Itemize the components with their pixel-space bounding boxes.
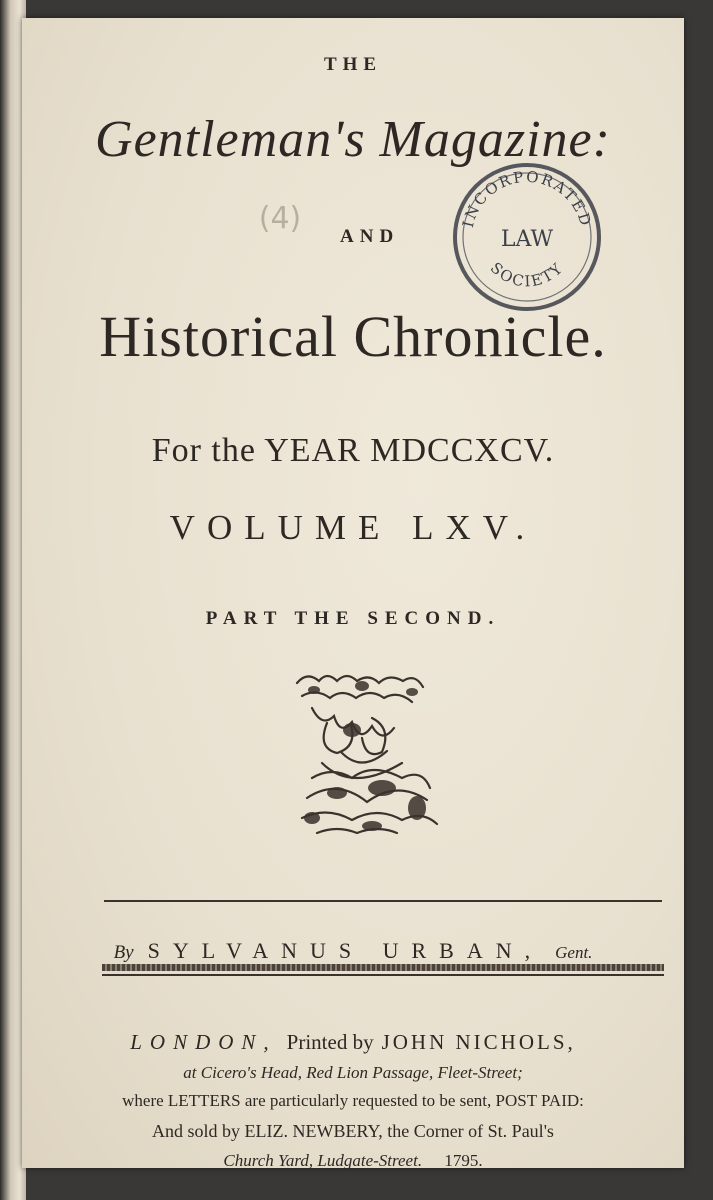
bottom-rule — [102, 974, 664, 976]
imprint-sold-by: And sold by ELIZ. NEWBERY, the Corner of St. Paul's — [152, 1121, 554, 1141]
byline-name: SYLVANUS URBAN, — [147, 938, 544, 963]
stamp-top-text: INCORPORATED — [458, 167, 596, 230]
imprint-line-1 — [22, 1030, 684, 1055]
stamp-middle-text: LAW — [500, 227, 554, 252]
pencil-mark — [250, 188, 310, 248]
byline — [22, 938, 684, 964]
svg-text:SOCIETY — [487, 259, 567, 291]
imprint-printer: JOHN NICHOLS, — [381, 1030, 576, 1054]
imprint-printed-by: Printed by — [286, 1030, 374, 1054]
imprint-line-5 — [22, 1151, 684, 1171]
imprint-address — [22, 1063, 684, 1083]
svg-text:INCORPORATED — [459, 168, 595, 230]
imprint-address-text: at Cicero's Head, Red Lion Passage, Fleet-Street; — [183, 1063, 523, 1082]
imprint-year: 1795. — [444, 1151, 483, 1170]
top-rule — [104, 900, 662, 902]
title-historical-chronicle: Historical Chronicle. — [99, 304, 607, 369]
imprint-letters: where LETTERS are particularly requested to be sent, POST PAID: — [122, 1091, 584, 1110]
title-page — [22, 18, 684, 1168]
woodcut-ornament — [282, 668, 452, 843]
part-line: PART THE SECOND. — [205, 608, 501, 629]
byline-by: By — [113, 942, 134, 963]
byline-gent: Gent. — [555, 943, 593, 962]
title-the: THE — [323, 54, 383, 75]
year-line: For the YEAR MDCCXCV. — [151, 432, 555, 469]
imprint-church-yard: Church Yard, Ludgate-Street. — [223, 1151, 423, 1170]
stamp-bottom-text: SOCIETY — [486, 258, 568, 291]
volume-line: VOLUME LXV. — [169, 508, 537, 547]
law-society-stamp — [450, 160, 604, 314]
title-and: AND — [340, 226, 400, 247]
ornamental-rule — [102, 964, 664, 971]
pencil-mark-text: (4) — [258, 201, 302, 236]
title-gentlemans-magazine: Gentleman's Magazine: — [95, 111, 611, 168]
imprint-london: LONDON, — [130, 1030, 277, 1054]
